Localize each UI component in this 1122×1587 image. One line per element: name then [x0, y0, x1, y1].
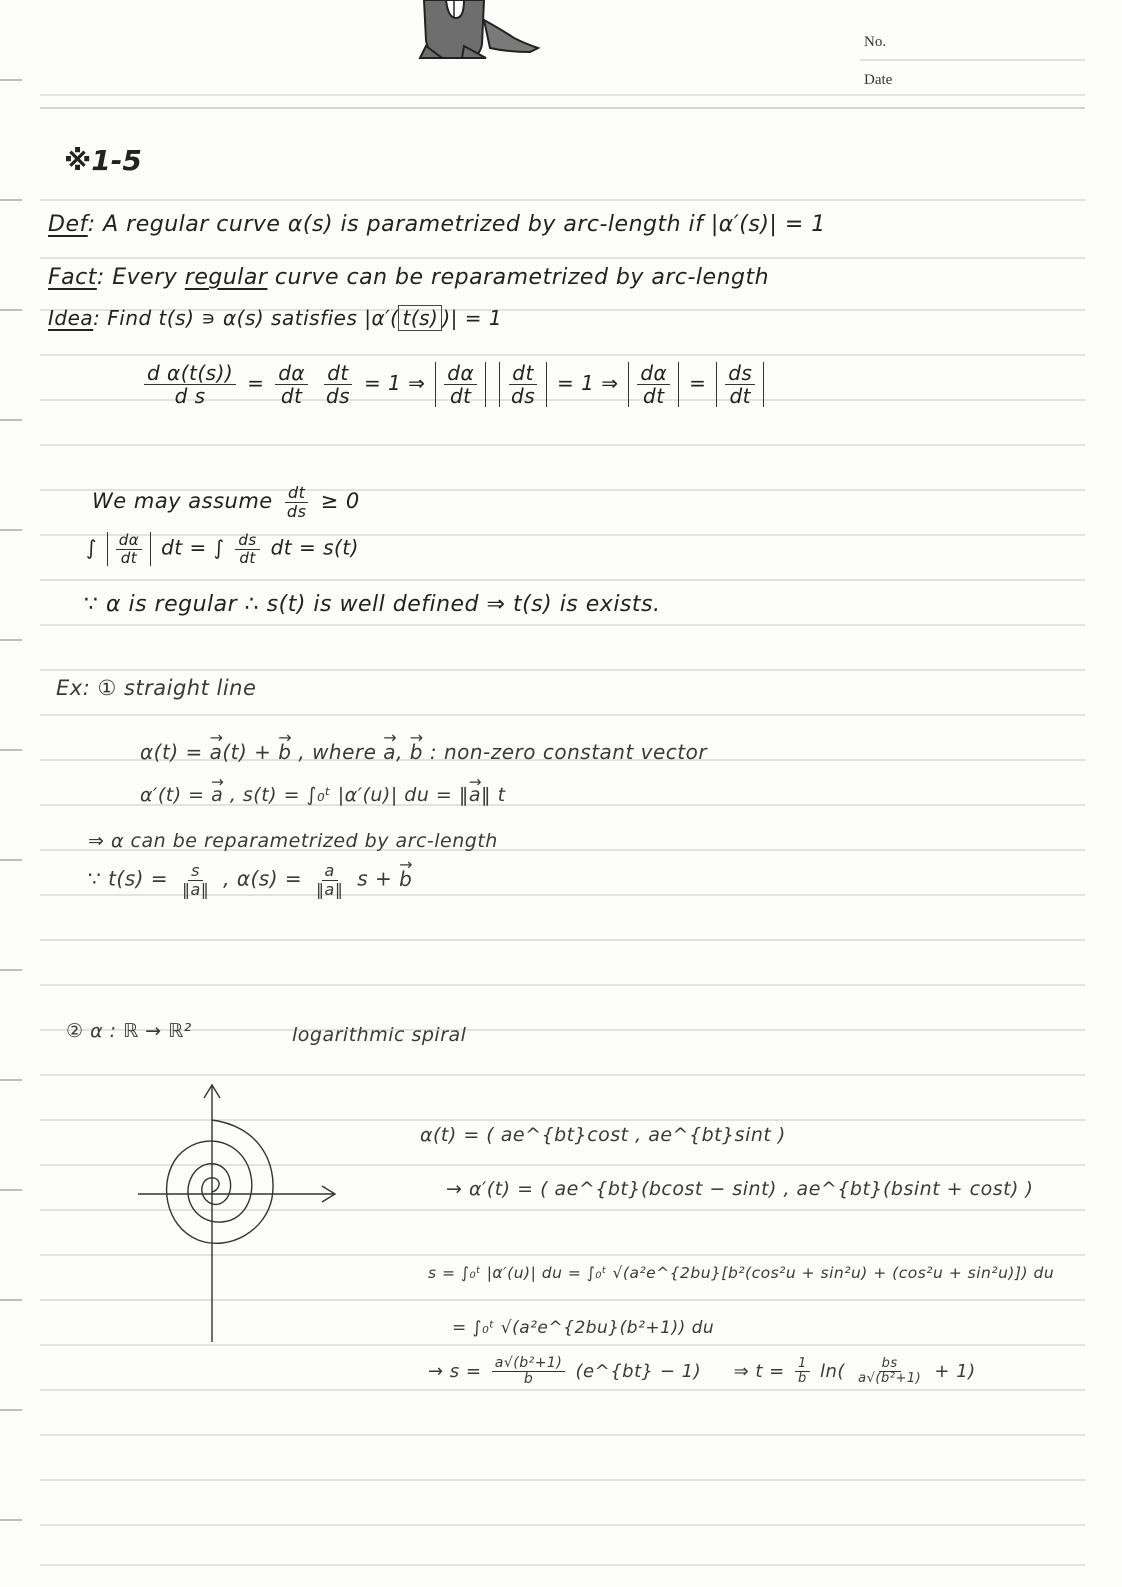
deriv-eq-4: =: [689, 371, 707, 395]
fact-line: [48, 265, 769, 290]
idea-boxed: t(s): [398, 305, 442, 331]
section-title: ※1-5: [64, 144, 142, 177]
fact-underlined: regular: [184, 265, 268, 290]
ex1-line-4: ∵ t(s) = $\frac{s}{‖a‖}$ , α(s) = $\frac{a}{‖a‖}$ s + → b: [88, 862, 412, 898]
integral-mid: dt = ∫: [161, 535, 225, 560]
deriv-abs-2: $\frac{dt}{ds}$: [499, 362, 547, 407]
assume-line: [92, 484, 360, 520]
ex2-s-line-3: → s = $\frac{\text{a√(b²+1)}}{b}$ (e^{bt} − 1) ⇒ t = $\frac{1}{b}$ ln( $\frac{bs}{\text{a√(b²+1)}}$ + 1): [428, 1355, 976, 1388]
ex2-s-line-1: s = ∫₀ᵗ |α′(u)| du = ∫₀ᵗ √(a²e^{2bu}[b²(cos²u + sin²u) + (cos²u + sin²u)]) du: [428, 1264, 1055, 1282]
deriv-abs-4: $\frac{ds}{dt}$: [716, 362, 764, 407]
deriv-eq-3: = 1 ⇒: [557, 371, 619, 395]
logarithmic-spiral-sketch: [130, 1080, 350, 1350]
derivation-line: [140, 362, 767, 407]
integral-sign: ∫: [86, 535, 97, 560]
idea-label: Idea: [48, 306, 94, 330]
idea-text-a: : Find t(s) ∍ α(s) satisfies |α′(: [93, 306, 399, 330]
deriv-eq-1: =: [247, 371, 265, 395]
fact-text-b: curve can be reparametrized by arc-length: [267, 265, 770, 290]
ex2-label: ② α : ℝ → ℝ²: [66, 1020, 192, 1042]
idea-text-b: )| = 1: [442, 306, 503, 330]
ex2-name: logarithmic spiral: [292, 1024, 467, 1046]
deriv-frac-3: $\frac{dt}{ds}$: [325, 361, 351, 408]
no-label: No.: [864, 34, 887, 50]
deriv-frac-2: $\frac{d\alpha}{dt}$: [275, 362, 308, 407]
integral-abs: $\frac{d\alpha}{dt}$: [107, 532, 151, 566]
fact-text-a: : Every: [96, 265, 185, 290]
assume-tail: ≥ 0: [320, 489, 360, 514]
def-label: Def: [48, 212, 88, 237]
deriv-abs-1: $\frac{d\alpha}{dt}$: [435, 362, 486, 407]
assume-frac: $\frac{dt}{ds}$: [286, 483, 307, 521]
dinosaur-mascot-icon: [410, 0, 550, 62]
ex2-alpha: α(t) = ( ae^{bt}cost , ae^{bt}sint ): [420, 1124, 786, 1146]
ex1-line-1: α(t) = → a(t) + → b , where → a, → b : non-zero constant vector: [140, 740, 707, 764]
assume-text: We may assume: [92, 489, 273, 514]
ex2-s-line-2: = ∫₀ᵗ √(a²e^{2bu}(b²+1)) du: [452, 1318, 715, 1338]
because-line: ∵ α is regular ∴ s(t) is well defined ⇒ t(s) is exists.: [84, 592, 661, 617]
integral-line: [86, 532, 359, 566]
idea-line: [48, 306, 502, 330]
date-label: Date: [864, 72, 893, 88]
deriv-eq-2: = 1 ⇒: [363, 371, 426, 395]
ex2-alpha-prime: → α′(t) = ( ae^{bt}(bcost − sint) , ae^{bt}(bsint + cost) ): [446, 1178, 1034, 1200]
ex1-line-2: α′(t) = → a , s(t) = ∫₀ᵗ |α′(u)| du = ‖→ a‖ t: [140, 784, 506, 806]
deriv-abs-3: $\frac{d\alpha}{dt}$: [628, 362, 679, 407]
def-line: [48, 212, 826, 237]
fact-label: Fact: [48, 265, 97, 290]
deriv-frac-1: $\frac{\text{d α(t(s))}}{\text{d s}}$: [144, 362, 236, 407]
ex1-label: Ex: ① straight line: [56, 676, 257, 700]
def-text: : A regular curve α(s) is parametrized by arc-length if |α′(s)| = 1: [87, 212, 826, 237]
integral-frac-2: $\frac{ds}{dt}$: [235, 532, 259, 566]
ex1-line-3: ⇒ α can be reparametrized by arc-length: [88, 830, 498, 852]
integral-tail: dt = s(t): [270, 535, 359, 560]
